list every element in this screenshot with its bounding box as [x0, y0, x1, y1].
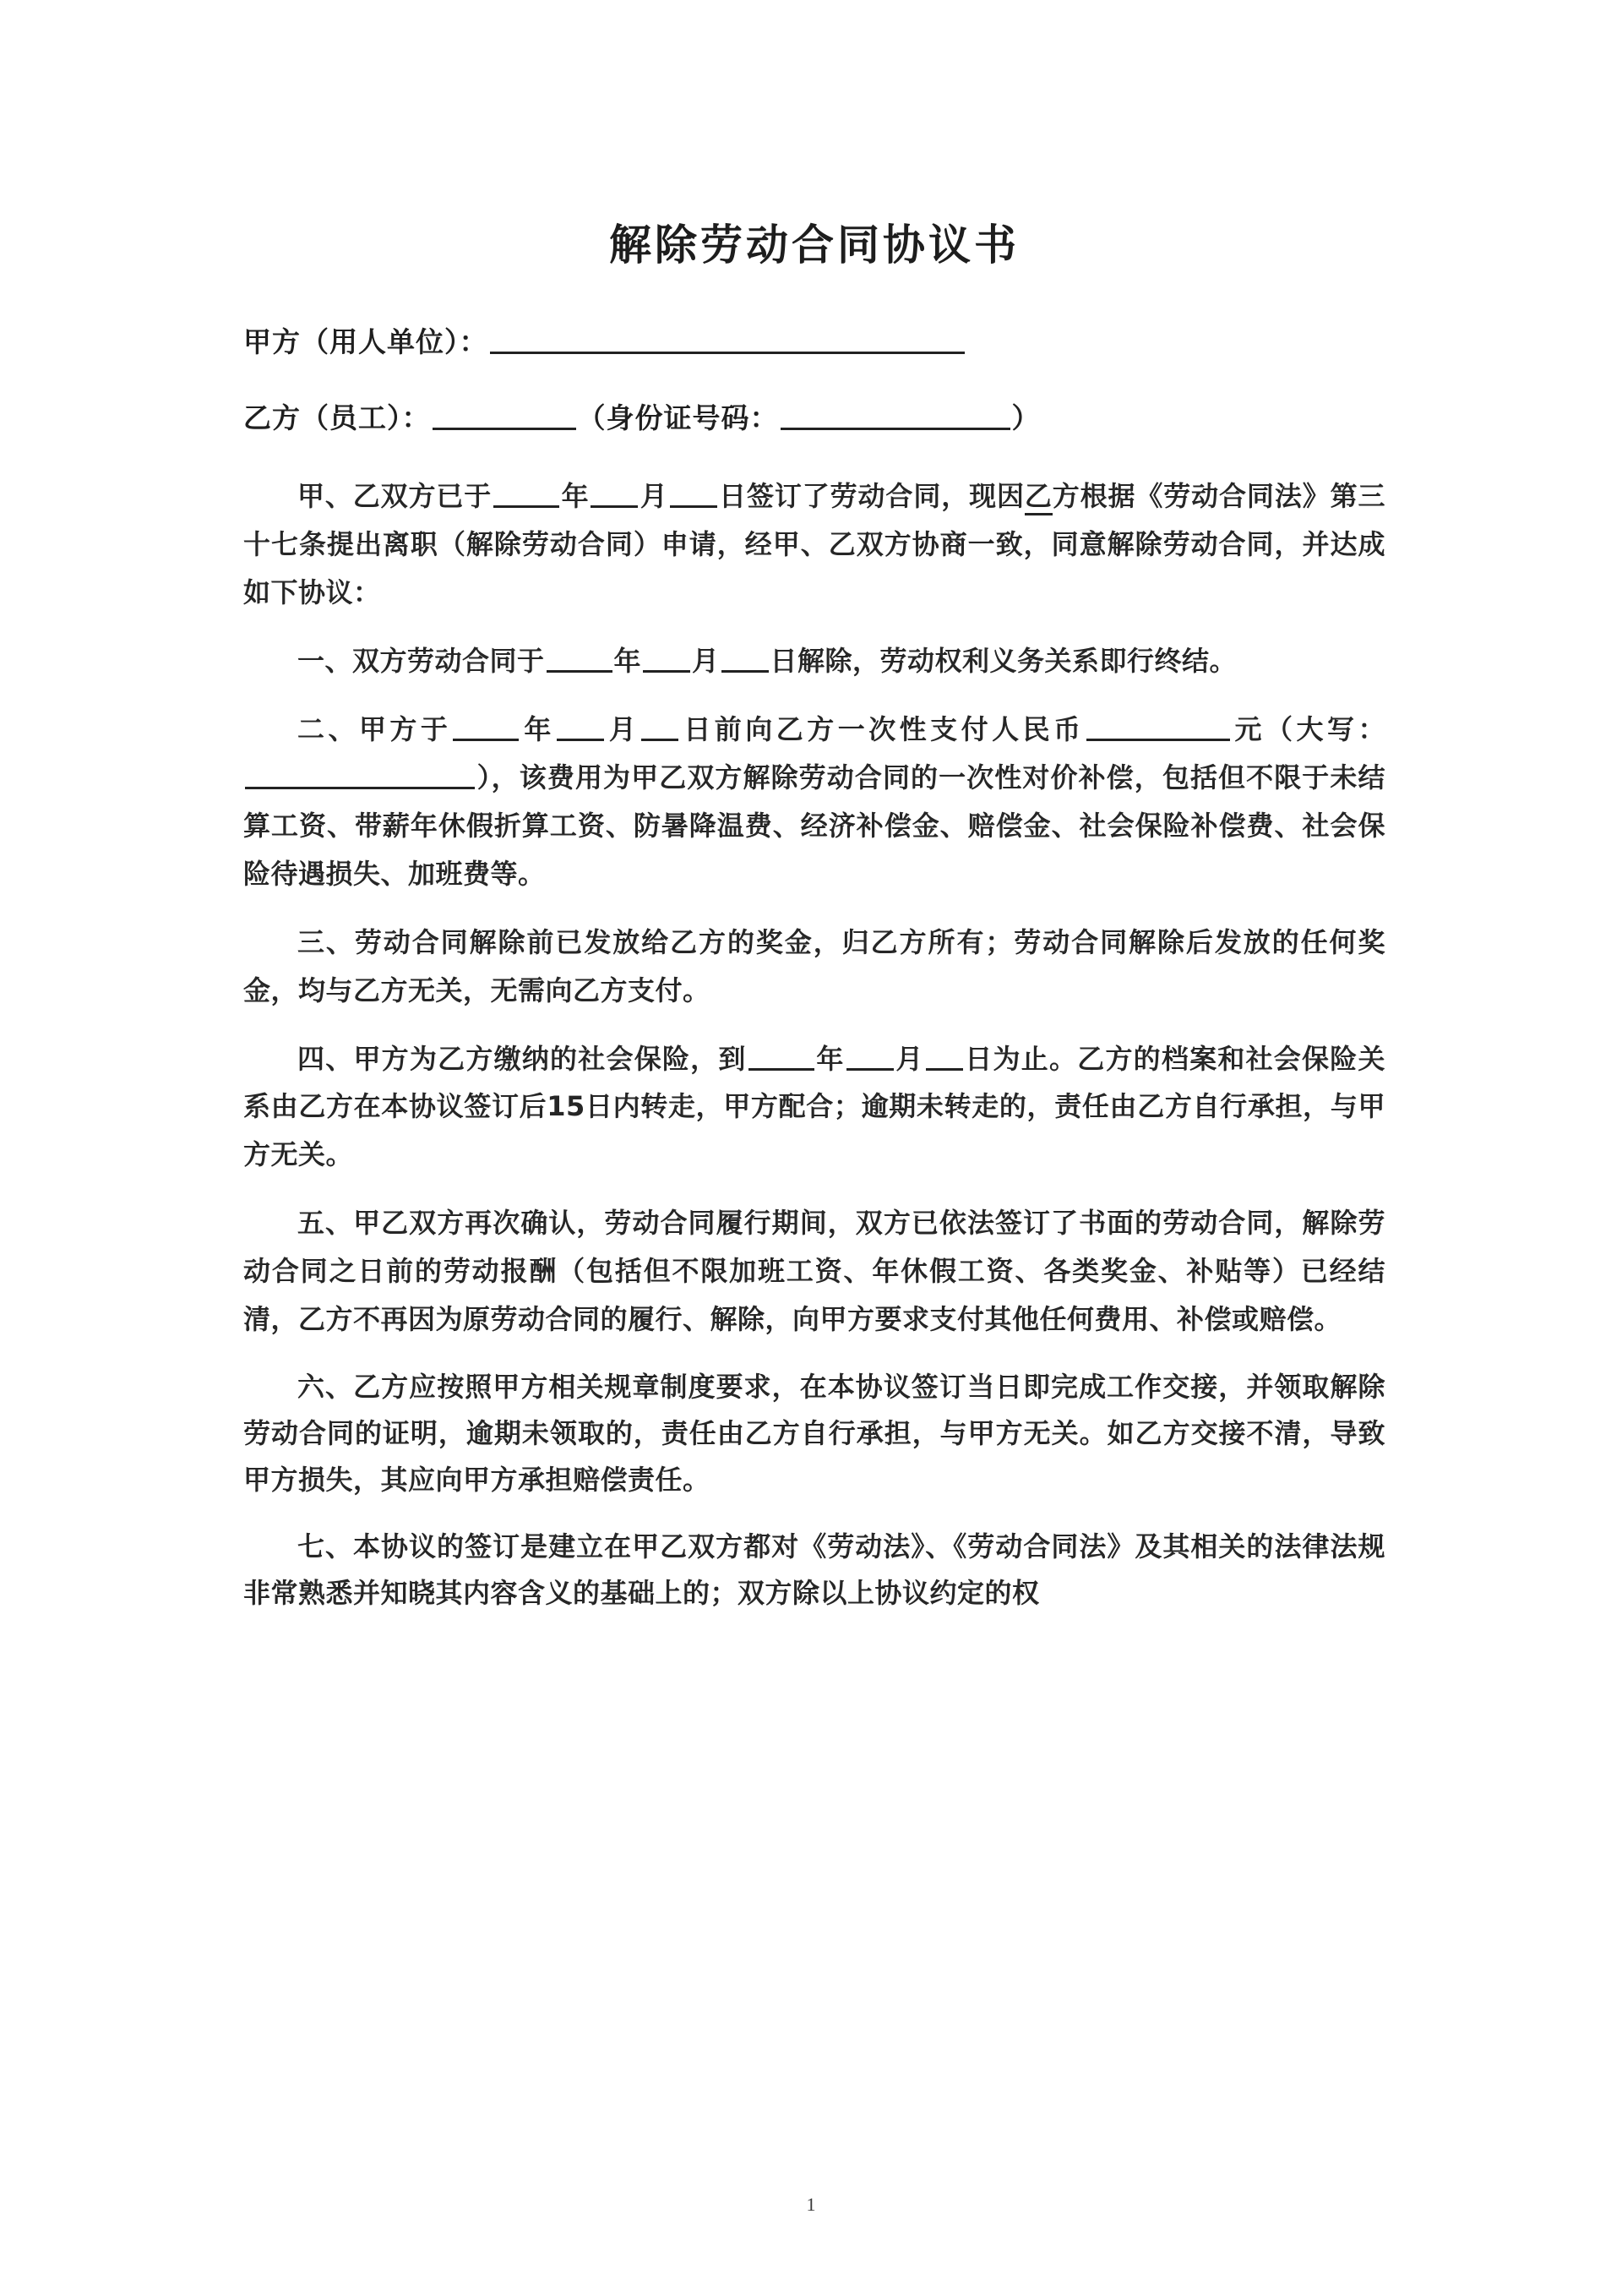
clause-2-amount-blank[interactable]: [1086, 710, 1230, 741]
clause-7-paragraph: 七、本协议的签订是建立在甲乙双方都对《劳动法》、《劳动合同法》及其相关的法律法规非常熟悉并知晓其内容含义的基础上的；双方除以上协议约定的权: [243, 1530, 1385, 1610]
clause-2-unit-year: 年: [520, 712, 555, 745]
clause-1-lead: 一、双方劳动合同于: [297, 644, 545, 677]
clause-2-unit-yuan: 元: [1231, 712, 1266, 745]
page-title: 解除劳动合同协议书: [609, 221, 1020, 270]
clause-4-unit-month: 月: [895, 1042, 924, 1075]
clause-1-day-blank[interactable]: [721, 641, 769, 673]
clause-2-year-blank[interactable]: [453, 710, 519, 741]
clause-6-paragraph: 六、乙方应按照甲方相关规章制度要求，在本协议签订当日即完成工作交接，并领取解除劳动合同的证明，逾期未领取的，责任由乙方自行承担，与甲方无关。如乙方交接不清，导致甲方损失，其应向甲方承担赔偿责任。: [243, 1371, 1385, 1497]
contract-sign-day-blank[interactable]: [670, 477, 717, 508]
clause-4-unit-year: 年: [815, 1042, 845, 1075]
clause-3-paragraph: 三、劳动合同解除前已发放给乙方的奖金，归乙方所有；劳动合同解除后发放的任何奖金，均与乙方无关，无需向乙方支付。: [243, 925, 1385, 1006]
preamble-underlined-party: 乙: [1025, 480, 1053, 515]
clause-1-tail: 日解除，劳动权利义务关系即行终结。: [770, 644, 1238, 677]
clause-4-year-blank[interactable]: [748, 1039, 814, 1071]
preamble-tail: 方根据《劳动合同法》第三十七条提出离职（解除劳动合同）申请，经甲、乙双方协商一致，同意解除劳动合同，并达成如下协议：: [243, 480, 1385, 608]
clause-1-unit-year: 年: [613, 644, 642, 677]
clause-2-paragraph: [243, 706, 1385, 898]
party-a-line: [243, 321, 1385, 363]
clause-2-tail: 该费用为甲乙双方解除劳动合同的一次性对价补偿，包括但不限于未结算工资、带薪年休假折算工资、防暑降温费、经济补偿金、赔偿金、社会保险补偿费、社会保险待遇损失、加班费等。: [243, 761, 1385, 890]
document-body: [243, 0, 1385, 1637]
clause-2-amount-in-words-blank[interactable]: [245, 758, 475, 789]
party-b-id-blank[interactable]: [781, 398, 1010, 430]
clause-2-month-blank[interactable]: [557, 710, 604, 741]
clause-5-paragraph: 五、甲乙双方再次确认，劳动合同履行期间，双方已依法签订了书面的劳动合同，解除劳动合同之日前的劳动报酬（包括但不限加班工资、年休假工资、各类奖金、补贴等）已经结清，乙方不再因为原劳动合同的履行、解除，向甲方要求支付其他任何费用、补偿或赔偿。: [243, 1207, 1385, 1336]
clause-1-year-blank[interactable]: [547, 641, 612, 673]
preamble-unit-month: 月: [640, 480, 668, 512]
preamble-unit-year: 年: [561, 480, 590, 512]
preamble-mid: 日签订了劳动合同，现因: [718, 480, 1025, 512]
party-b-line: [243, 397, 1385, 439]
party-a-label: 甲方（用人单位）：: [243, 325, 488, 358]
clause-1-paragraph: [243, 637, 1385, 685]
contract-sign-month-blank[interactable]: [591, 477, 638, 508]
clause-4-day-blank[interactable]: [926, 1039, 963, 1071]
clause-2-day-blank[interactable]: [641, 710, 678, 741]
clause-2-unit-month: 月: [605, 712, 640, 745]
clause-4-tail: 日为止。乙方的档案和社会保险关系由乙方在本协议签订后15日内转走，甲方配合；逾期未转走的，责任由乙方自行承担，与甲方无关。: [243, 1042, 1385, 1171]
clause-2-mid: 日前向乙方一次性支付人民币: [680, 712, 1085, 745]
clause-4-month-blank[interactable]: [846, 1039, 894, 1071]
page-number-footer: 1: [806, 2194, 816, 2215]
clause-4-lead: 四、甲方为乙方缴纳的社会保险，到: [297, 1042, 747, 1075]
preamble-lead: 甲、乙双方已于: [297, 480, 493, 512]
party-b-name-blank[interactable]: [433, 398, 576, 430]
contract-sign-year-blank[interactable]: [493, 477, 559, 508]
clause-2-caps-open: （大写：: [1265, 712, 1385, 745]
party-b-label: 乙方（员工）：: [243, 401, 431, 434]
clause-2-lead: 二、甲方于: [297, 712, 452, 745]
party-b-id-close-paren: ）: [1011, 401, 1041, 434]
party-b-id-label: （身份证号码：: [577, 401, 779, 434]
clause-2-caps-close: ），: [476, 761, 520, 794]
party-info-block: [243, 321, 1385, 439]
clause-1-month-blank[interactable]: [643, 641, 690, 673]
clause-1-unit-month: 月: [692, 644, 720, 677]
party-a-name-blank[interactable]: [490, 322, 965, 354]
clause-4-paragraph: [243, 1035, 1385, 1180]
preamble-paragraph: [243, 472, 1385, 617]
